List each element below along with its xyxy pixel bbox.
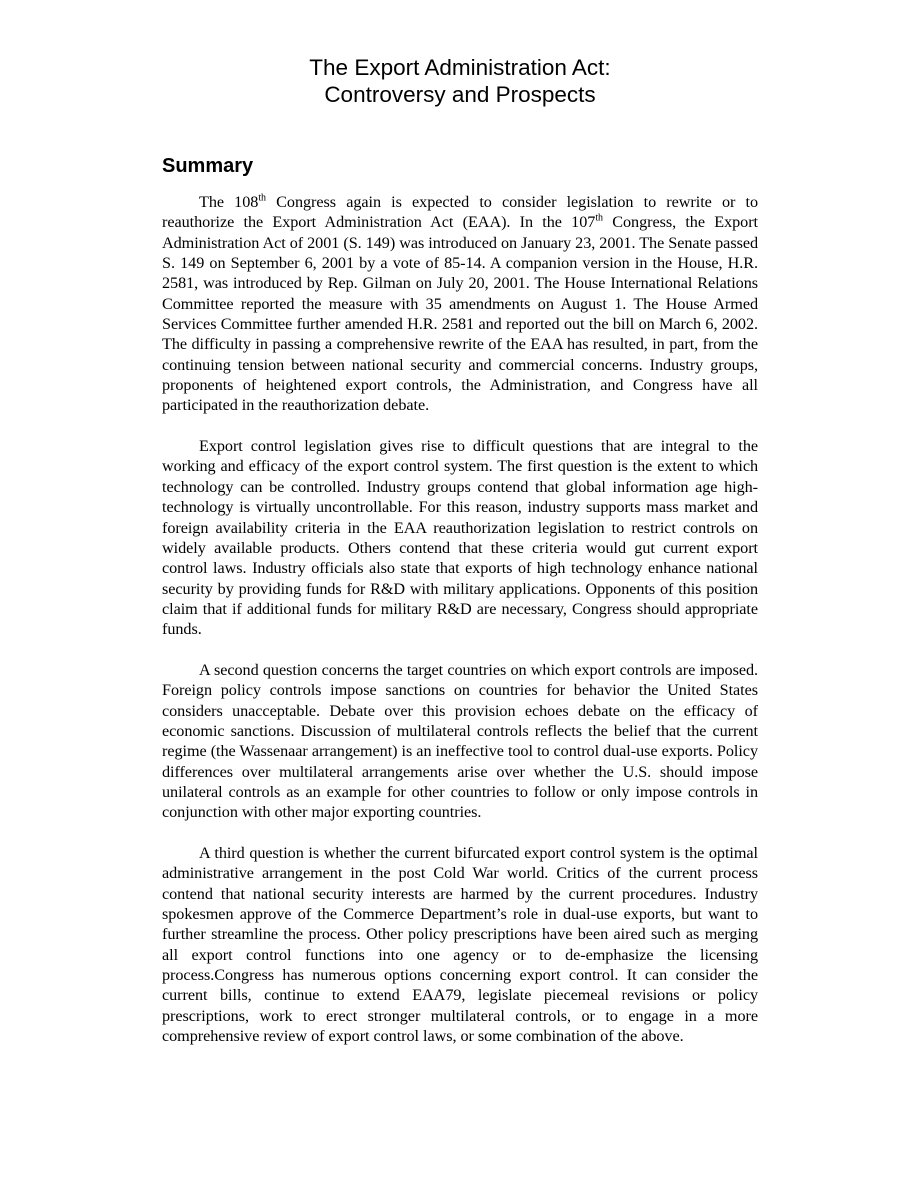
p1-text-b: Congress again is expected to consider legislation to rewrite or to reauthorize the Export Administration Act (EAA). In the 107	[162, 193, 758, 232]
document-title	[162, 54, 758, 108]
summary-paragraph-4: A third question is whether the current bifurcated export control system is the optimal administrative arrangement in the post Cold War world. Critics of the current process contend that national security interests are harmed by the current procedures. Industry spokesmen approve of the Commerce Department’s role in dual-use exports, but want to further streamline the process. Other policy prescriptions have been aired such as merging all export control functions into one agency or to de-emphasize the licensing process.Congress has numerous options concerning export control. It can consider the current bills, continue to extend EAA79, legislate piecemeal revisions or policy prescriptions, work to erect stronger multilateral controls, or to engage in a more comprehensive review of export control laws, or some combination of the above.	[162, 844, 758, 1046]
p1-text-c: Congress, the Export Administration Act of 2001 (S. 149) was introduced on January 23, 2001. The Senate passed S. 149 on September 6, 2001 by a vote of 85-14. A companion version in the House, H.R. 2581, was introduced by Rep. Gilman on July 20, 2001. The House International Relations Committee reported the measure with 35 amendments on August 1. The House Armed Services Committee further amended H.R. 2581 and reported out the bill on March 6, 2002. The difficulty in passing a comprehensive rewrite of the EAA has resulted, in part, from the continuing tension between national security and commercial concerns. Industry groups, proponents of heightened export controls, the Administration, and Congress have all participated in the reauthorization debate.	[162, 213, 758, 415]
summary-body	[162, 192, 758, 1046]
summary-paragraph-1	[162, 192, 758, 416]
title-line-1: The Export Administration Act:	[309, 55, 611, 80]
document-page	[162, 54, 758, 1046]
summary-paragraph-3: A second question concerns the target countries on which export controls are imposed. Foreign policy controls impose sanctions on countries for behavior the United States considers unacceptable. Debate over this provision echoes debate on the efficacy of economic sanctions. Discussion of multilateral controls reflects the belief that the current regime (the Wassenaar arrangement) is an ineffective tool to control dual-use exports. Policy differences over multilateral arrangements arise over whether the U.S. should impose unilateral controls as an example for other countries to follow or only impose controls in conjunction with other major exporting countries.	[162, 660, 758, 822]
p1-text-a: The 108	[199, 193, 259, 211]
summary-paragraph-2: Export control legislation gives rise to difficult questions that are integral to the working and efficacy of the export control system. The first question is the extent to which technology can be controlled. Industry groups contend that global information age high-technology is virtually uncontrollable. For this reason, industry supports mass market and foreign availability criteria in the EAA reauthorization legislation to restrict controls on widely available products. Others contend that these criteria would gut current export control laws. Industry officials also state that exports of high technology enhance national security by providing funds for R&D with military applications. Opponents of this position claim that if additional funds for military R&D are necessary, Congress should appropriate funds.	[162, 437, 758, 639]
title-line-2: Controversy and Prospects	[324, 82, 596, 107]
summary-heading: Summary	[162, 155, 254, 177]
p1-ordinal-suffix-2: th	[595, 212, 604, 224]
p1-ordinal-suffix-1: th	[258, 192, 267, 204]
